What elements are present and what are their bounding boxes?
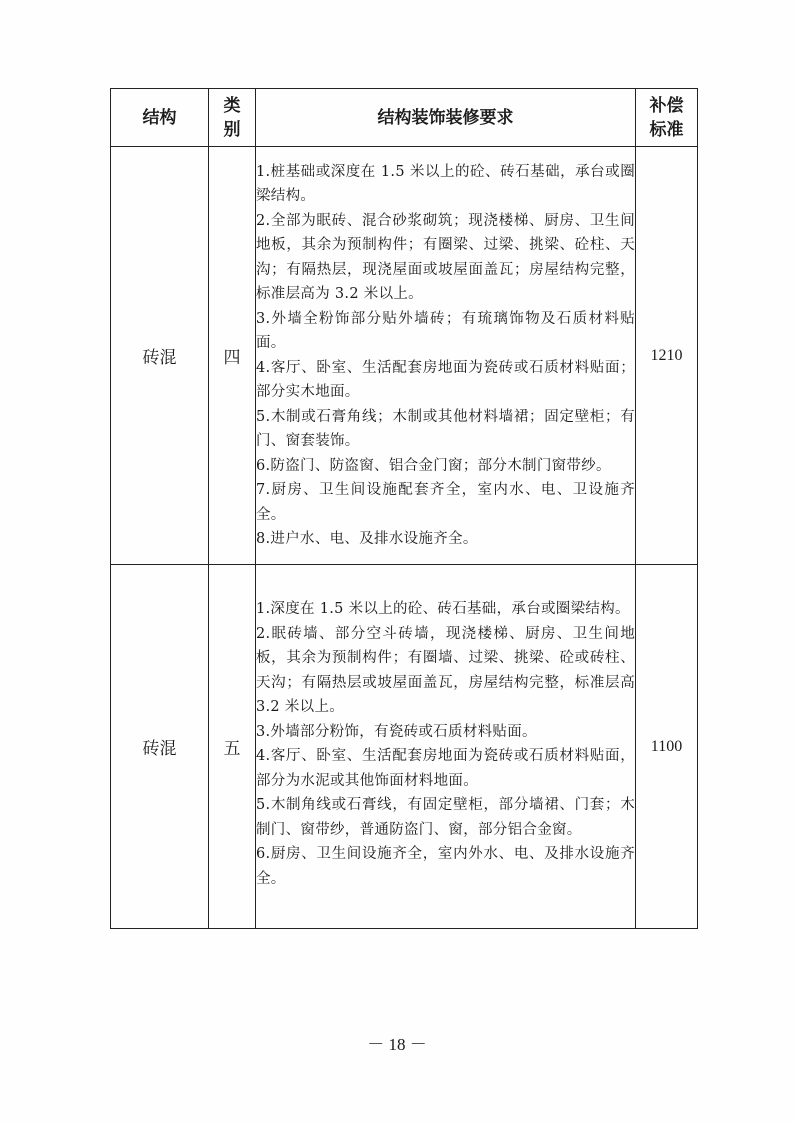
requirement-item: 8.进户水、电、及排水设施齐全。: [256, 531, 478, 547]
header-requirements: 结构装饰装修要求: [256, 89, 636, 147]
requirements-table: [110, 88, 698, 929]
row-requirements: [256, 565, 636, 929]
row-requirements: [256, 147, 636, 565]
table-header-row: [111, 89, 698, 147]
header-compensation-line2: 标准: [649, 119, 684, 140]
requirement-item: 6.防盗门、防盗窗、铝合金门窗；部分木制门窗带纱。: [256, 457, 611, 474]
row-structure: 砖混: [111, 147, 209, 565]
requirement-item: 1.深度在 1.5 米以上的砼、砖石基础，承台或圈梁结构。: [256, 601, 630, 617]
requirement-item: 2.全部为眠砖、混合砂浆砌筑；现浇楼梯、厨房、卫生间地板，其余为预制构件；有圈梁、过梁、挑梁、砼柱、天沟；有隔热层，现浇屋面或坡屋面盖瓦；房屋结构完整，标准层高为 3.2 米以上。: [256, 212, 635, 302]
requirement-item: 2.眠砖墙、部分空斗砖墙，现浇楼梯、厨房、卫生间地板，其余为预制构件；有圈墙、过梁、挑梁、砼或砖柱、天沟；有隔热层或坡屋面盖瓦，房屋结构完整，标准层高 3.2 米以上。: [256, 625, 635, 715]
row-compensation: 1210: [636, 147, 698, 565]
header-category: [209, 89, 256, 147]
requirement-item: 3.外墙全粉饰部分贴外墙砖；有琉璃饰物及石质材料贴面。: [256, 310, 635, 351]
row-structure: 砖混: [111, 565, 209, 929]
row-category: 五: [209, 565, 256, 929]
header-compensation: [636, 89, 698, 147]
header-compensation-line1: 补偿: [649, 95, 684, 116]
requirement-item: 4.客厅、卧室、生活配套房地面为瓷砖或石质材料贴面；部分实木地面。: [256, 359, 635, 400]
header-category-line2: 别: [223, 119, 241, 140]
row-category: 四: [209, 147, 256, 565]
table-row: [111, 147, 698, 565]
table-row: [111, 565, 698, 929]
row-compensation: 1100: [636, 565, 698, 929]
requirement-item: 1.桩基础或深度在 1.5 米以上的砼、砖石基础，承台或圈梁结构。: [256, 163, 635, 204]
requirement-item: 7.厨房、卫生间设施配套齐全，室内水、电、卫设施齐全。: [256, 482, 635, 523]
requirement-item: 6.厨房、卫生间设施齐全，室内外水、电、及排水设施齐全。: [256, 846, 635, 887]
page-number: － 18 －: [367, 1035, 427, 1054]
requirement-item: 3.外墙部分粉饰，有瓷砖或石质材料贴面。: [256, 723, 537, 740]
requirement-item: 4.客厅、卧室、生活配套房地面为瓷砖或石质材料贴面，部分为水泥或其他饰面材料地面。: [256, 748, 635, 789]
requirement-item: 5.木制或石膏角线；木制或其他材料墙裙；固定壁柜；有门、窗套装饰。: [256, 408, 635, 449]
requirement-item: 5.木制角线或石膏线，有固定壁柜，部分墙裙、门套；木制门、窗带纱，普通防盗门、窗，部分铝合金窗。: [256, 797, 635, 838]
header-structure: 结构: [111, 89, 209, 147]
header-category-line1: 类: [223, 95, 241, 116]
